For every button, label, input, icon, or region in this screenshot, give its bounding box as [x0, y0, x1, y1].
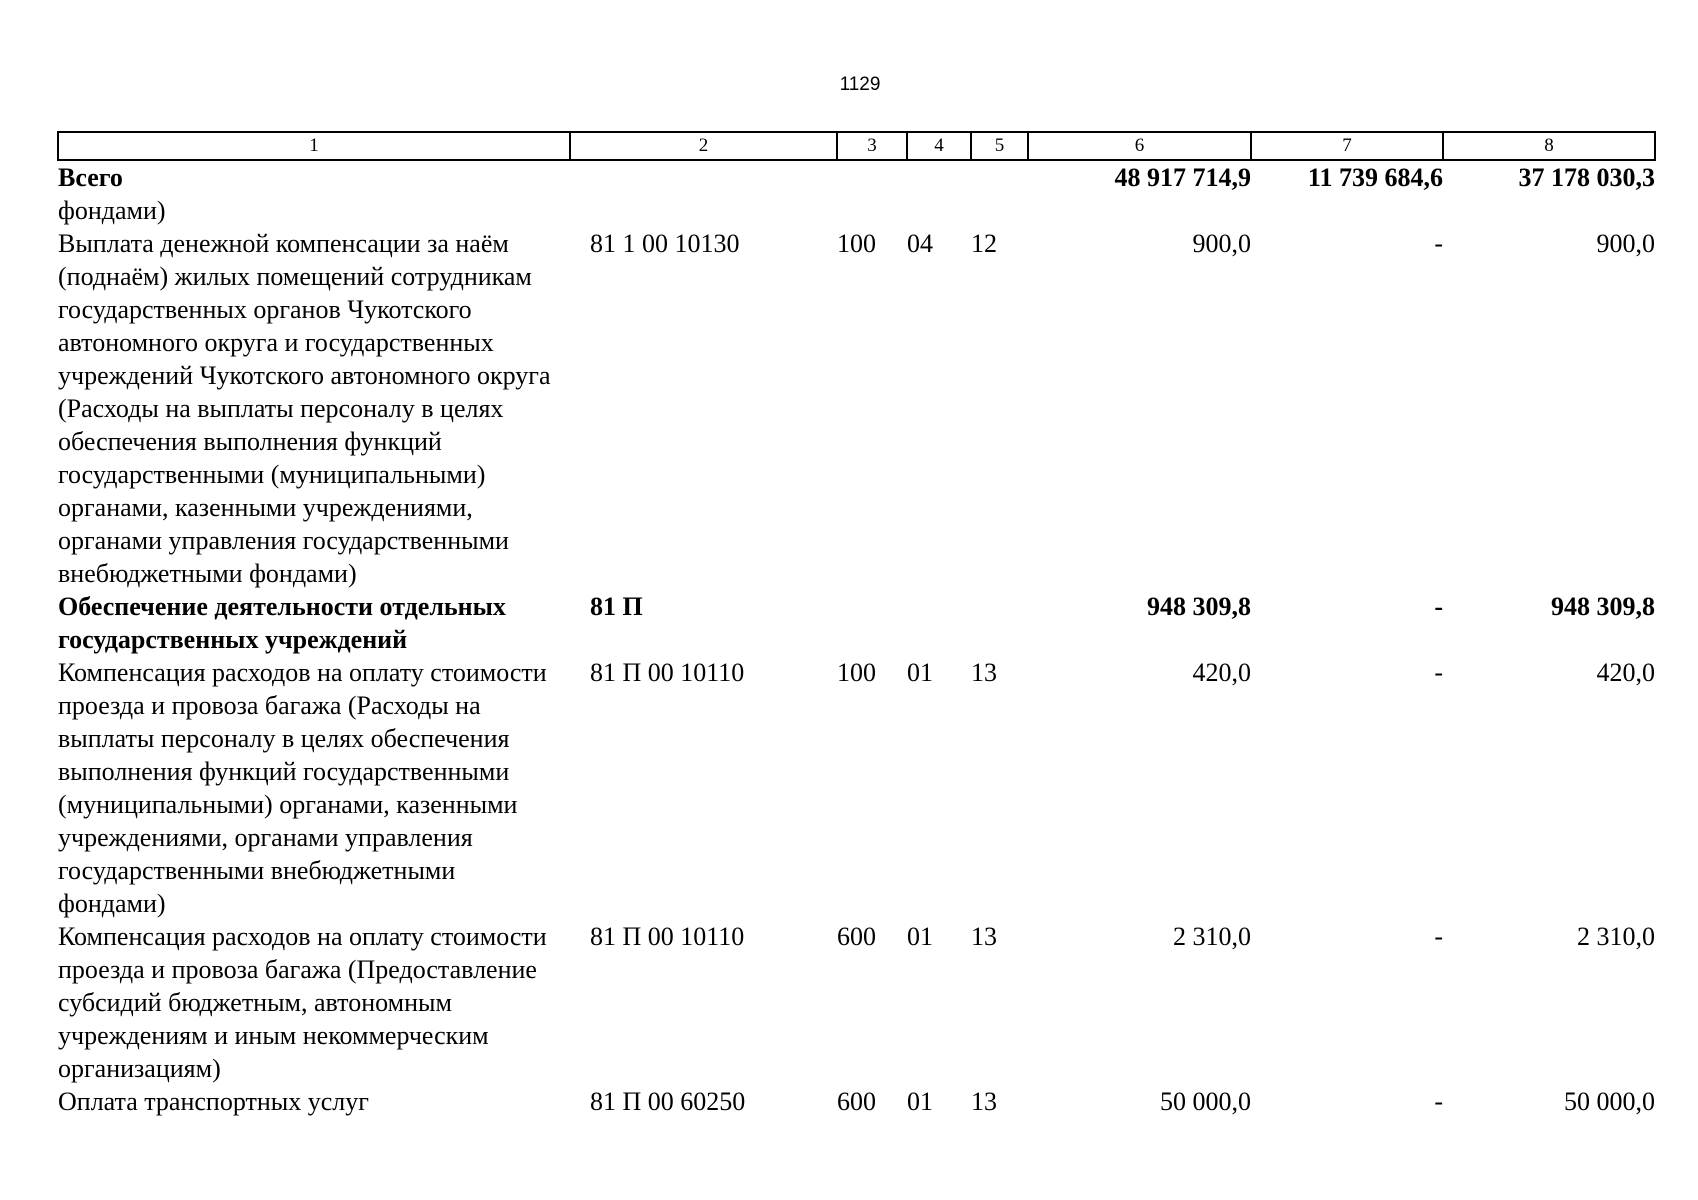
- column-number-2: 2: [570, 132, 837, 160]
- row-code: 81 1 00 10130: [590, 229, 740, 258]
- row-column-7-amount: [1251, 194, 1443, 227]
- row-expense-type: [837, 160, 907, 194]
- row-name: Выплата денежной компенсации за наём (поднаём) жилых помещений сотрудникам государственных органов Чукотского автономного округа и государственных учреждений Чукотского автономного округа (Расходы на выплаты персоналу в целях обеспечения выполнения функций государственными (муниципальными) органами, казенными учреждениями, органами управления государственными внебюджетными фондами): [58, 229, 551, 588]
- row-name: Компенсация расходов на оплату стоимости проезда и провоза багажа (Предоставление субсидий бюджетным, автономным учреждениям и иным некоммерческим организациям): [58, 922, 547, 1083]
- row-code: [570, 160, 837, 194]
- row-column-8-amount: 900,0: [1596, 229, 1655, 258]
- page-number: 1129: [839, 74, 881, 95]
- row-column-8-amount: 37 178 030,3: [1518, 163, 1655, 192]
- row-column-8-amount: 420,0: [1596, 658, 1655, 687]
- row-total-amount: 948 309,8: [1147, 592, 1251, 621]
- row-column-7-amount: -: [1434, 1087, 1443, 1116]
- row-expense-type: 100: [837, 229, 876, 258]
- row-subsection: 13: [971, 1087, 997, 1116]
- row-total-amount: 50 000,0: [1160, 1087, 1251, 1116]
- column-number-6: 6: [1028, 132, 1251, 160]
- table-row: [58, 1085, 1655, 1118]
- row-column-7-amount: -: [1434, 229, 1443, 258]
- row-expense-type: 600: [837, 1087, 876, 1116]
- table-row: [58, 920, 1655, 1085]
- row-subsection: 13: [971, 658, 997, 687]
- row-expense-type: 600: [837, 922, 876, 951]
- row-name: Оплата транспортных услуг: [58, 1087, 369, 1116]
- column-number-8: 8: [1443, 132, 1655, 160]
- row-column-8-amount: [1443, 194, 1655, 227]
- column-number-4: 4: [907, 132, 971, 160]
- row-code: 81 П 00 60250: [590, 1087, 746, 1116]
- row-subsection: [971, 590, 1028, 656]
- row-code: 81 П: [590, 592, 643, 621]
- row-name: Обеспечение деятельности отдельных государственных учреждений: [58, 592, 506, 654]
- row-code: 81 П 00 10110: [590, 922, 745, 951]
- row-expense-type: [837, 590, 907, 656]
- table-row: [58, 194, 1655, 227]
- row-code: [570, 194, 837, 227]
- column-number-7: 7: [1251, 132, 1443, 160]
- table-row-section: [58, 590, 1655, 656]
- row-name: Всего: [58, 163, 123, 192]
- budget-table: [57, 131, 1656, 1118]
- column-number-header: [58, 132, 1655, 160]
- row-section: [907, 590, 971, 656]
- row-subsection: 12: [971, 229, 997, 258]
- row-column-7-amount: -: [1434, 658, 1443, 687]
- row-section: [907, 160, 971, 194]
- column-number-3: 3: [837, 132, 907, 160]
- column-number-1: 1: [58, 132, 570, 160]
- row-expense-type: 100: [837, 658, 876, 687]
- row-section: 04: [907, 229, 933, 258]
- row-section: 01: [907, 1087, 933, 1116]
- row-total-amount: 48 917 714,9: [1114, 163, 1251, 192]
- row-column-7-amount: -: [1434, 592, 1443, 621]
- row-subsection: 13: [971, 922, 997, 951]
- row-total-amount: [1028, 194, 1251, 227]
- column-number-5: 5: [971, 132, 1028, 160]
- row-column-8-amount: 948 309,8: [1551, 592, 1655, 621]
- row-section: [907, 194, 971, 227]
- table-row: [58, 656, 1655, 920]
- row-section: 01: [907, 922, 933, 951]
- table-row: [58, 227, 1655, 590]
- row-expense-type: [837, 194, 907, 227]
- row-total-amount: 420,0: [1192, 658, 1251, 687]
- row-code: 81 П 00 10110: [590, 658, 745, 687]
- row-column-7-amount: 11 739 684,6: [1307, 163, 1443, 192]
- row-name: фондами): [58, 196, 166, 225]
- row-name: Компенсация расходов на оплату стоимости проезда и провоза багажа (Расходы на выплаты персоналу в целях обеспечения выполнения функций государственными (муниципальными) органами, казенными учреждениями, органами управления государственными внебюджетными фондами): [58, 658, 547, 918]
- row-section: 01: [907, 658, 933, 687]
- row-total-amount: 900,0: [1192, 229, 1251, 258]
- row-subsection: [971, 194, 1028, 227]
- row-column-8-amount: 2 310,0: [1577, 922, 1655, 951]
- row-subsection: [971, 160, 1028, 194]
- row-total-amount: 2 310,0: [1173, 922, 1251, 951]
- row-column-8-amount: 50 000,0: [1564, 1087, 1655, 1116]
- row-column-7-amount: -: [1434, 922, 1443, 951]
- table-row-total: [58, 160, 1655, 194]
